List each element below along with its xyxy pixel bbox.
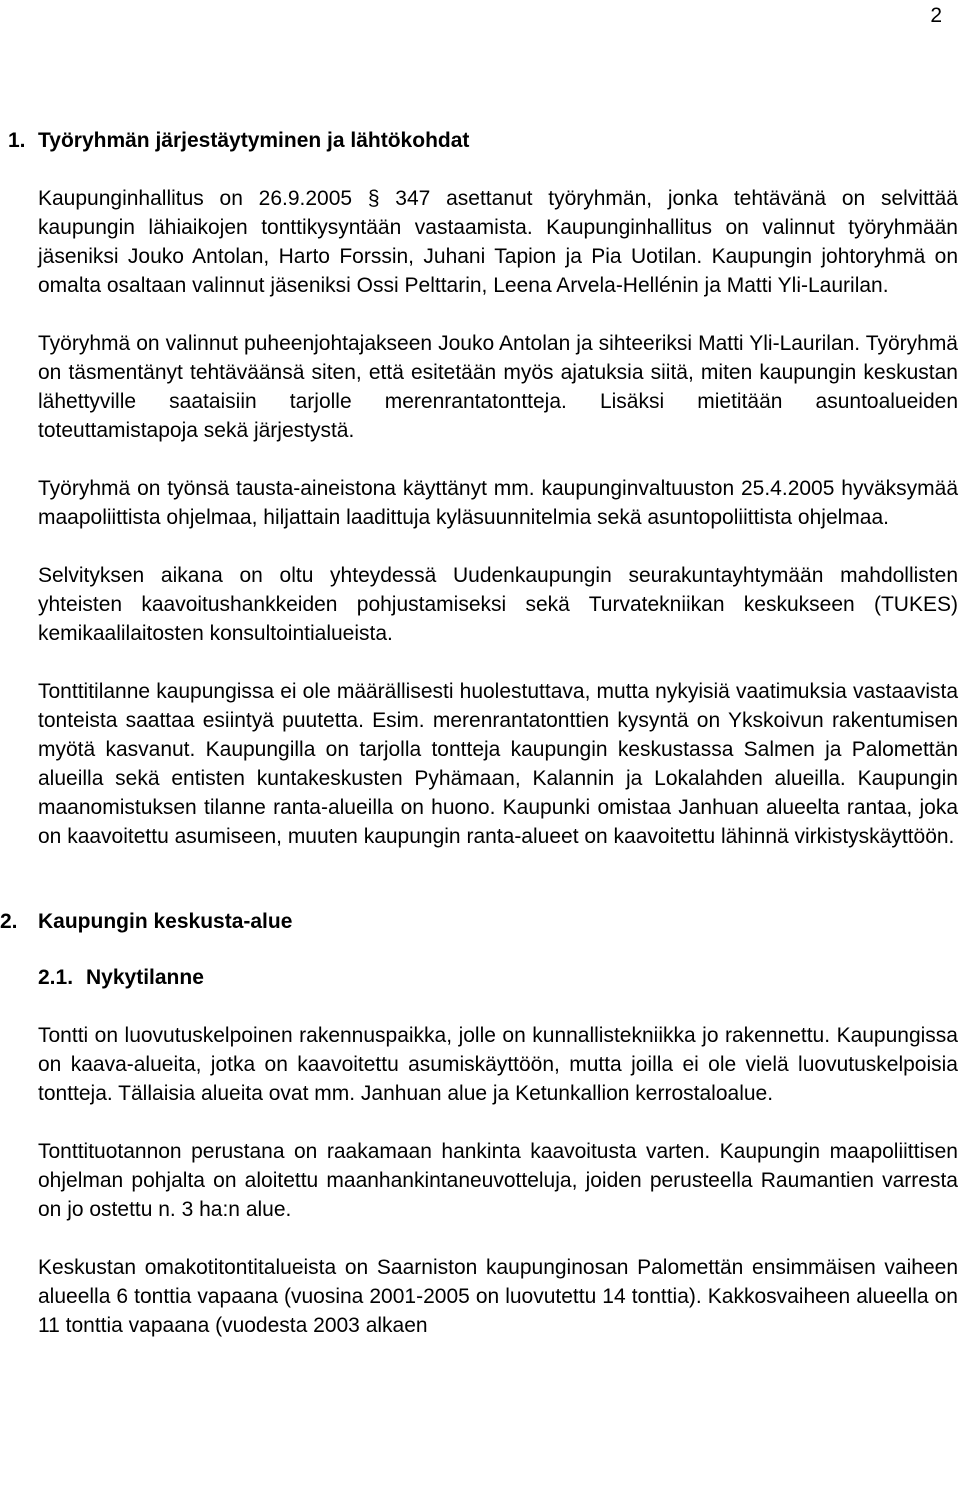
section-2-title: Kaupungin keskusta-alue <box>38 910 293 933</box>
paragraph: Keskustan omakotitontitalueista on Saarniston kaupunginosan Palomettän ensimmäisen vaiheen alueella 6 tonttia vapaana (vuosina 2001-2005 on luovutettu 14 tonttia). Kakkosvaiheen alueella on 11 tonttia vapaana (vuodesta 2003 alkaen <box>38 1256 958 1337</box>
section-1-number: 1. <box>8 129 26 152</box>
paragraph: Kaupunginhallitus on 26.9.2005 § 347 asettanut työryhmän, jonka tehtävänä on selvittää kaupungin lähiaikojen tonttikysyntään vastaamista. Kaupunginhallitus on valinnut työryhmään jäseniksi Jouko Antolan, Harto Forssin, Juhani Tapion ja Pia Uotilan. Kaupungin johtoryhmä on omalta osaltaan valinnut jäseniksi Ossi Pelttarin, Leena Arvela-Hellénin ja Matti Yli-Laurilan. <box>38 187 958 297</box>
paragraph: Tonttitilanne kaupungissa ei ole määrällisesti huolestuttava, mutta nykyisiä vaatimuksia vastaavista tonteista saattaa esiintyä puutetta. Esim. merenrantatonttien kysyntä on Ykskoivun rakentumisen myötä kasvanut. Kaupungilla on tarjolla tontteja kaupungin keskustassa Salmen ja Palomettän alueilla sekä entisten kuntakeskusten Pyhämaan, Kalannin ja Lokalahden alueilla. Kaupungin maanomistuksen tilanne ranta-alueilla on huono. Kaupunki omistaa Janhuan alueelta rantaa, joka on kaavoitettu asumiseen, muuten kaupungin ranta-alueet on kaavoitettu lähinnä virkistyskäyttöön. <box>38 680 958 848</box>
paragraph: Tonttituotannon perustana on raakamaan hankinta kaavoitusta varten. Kaupungin maapoliittisen ohjelman pohjalta on aloitettu maanhankintaneuvotteluja, joiden perusteella Raumantien varresta on jo ostettu n. 3 ha:n alue. <box>38 1140 958 1221</box>
section-2-1-heading <box>38 963 958 992</box>
paragraph: Selvityksen aikana on oltu yhteydessä Uudenkaupungin seurakuntayhtymään mahdollisten yhteisten kaavoitushankkeiden pohjustamiseksi sekä Turvatekniikan keskukseen (TUKES) kemikaalilaitosten konsultointialueista. <box>38 564 958 645</box>
section-1-title: Työryhmän järjestäytyminen ja lähtökohdat <box>38 129 470 152</box>
paragraph: Työryhmä on valinnut puheenjohtajakseen Jouko Antolan ja sihteeriksi Matti Yli-Laurilan. Työryhmä on täsmentänyt tehtäväänsä siten, että esitetään myös ajatuksia siitä, miten kaupungin keskustan lähettyville saataisiin tarjolle merenrantatontteja. Lisäksi mietitään asuntoalueiden toteuttamistapoja sekä järjestystä. <box>38 332 958 442</box>
paragraph: Työryhmä on työnsä tausta-aineistona käyttänyt mm. kaupunginvaltuuston 25.4.2005 hyväksymää maapoliittista ohjelmaa, hiljattain laadittuja kyläsuunnitelmia sekä asuntopoliittista ohjelmaa. <box>38 477 958 529</box>
section-2-heading <box>0 907 958 936</box>
document-body <box>0 126 958 1340</box>
section-2-number: 2. <box>0 910 18 933</box>
section-2-1-title: Nykytilanne <box>86 966 204 989</box>
page-number: 2 <box>930 4 942 27</box>
section-2-1-number: 2.1. <box>38 966 74 989</box>
paragraph: Tontti on luovutuskelpoinen rakennuspaikka, jolle on kunnallistekniikka jo rakennettu. Kaupungissa on kaava-alueita, jotka on kaavoitettu asumiskäyttöön, mutta joilla ei ole vielä luovutuskelpoisia tontteja. Tällaisia alueita ovat mm. Janhuan alue ja Ketunkallion kerrostaloalue. <box>38 1024 958 1105</box>
section-1-heading <box>8 126 958 155</box>
